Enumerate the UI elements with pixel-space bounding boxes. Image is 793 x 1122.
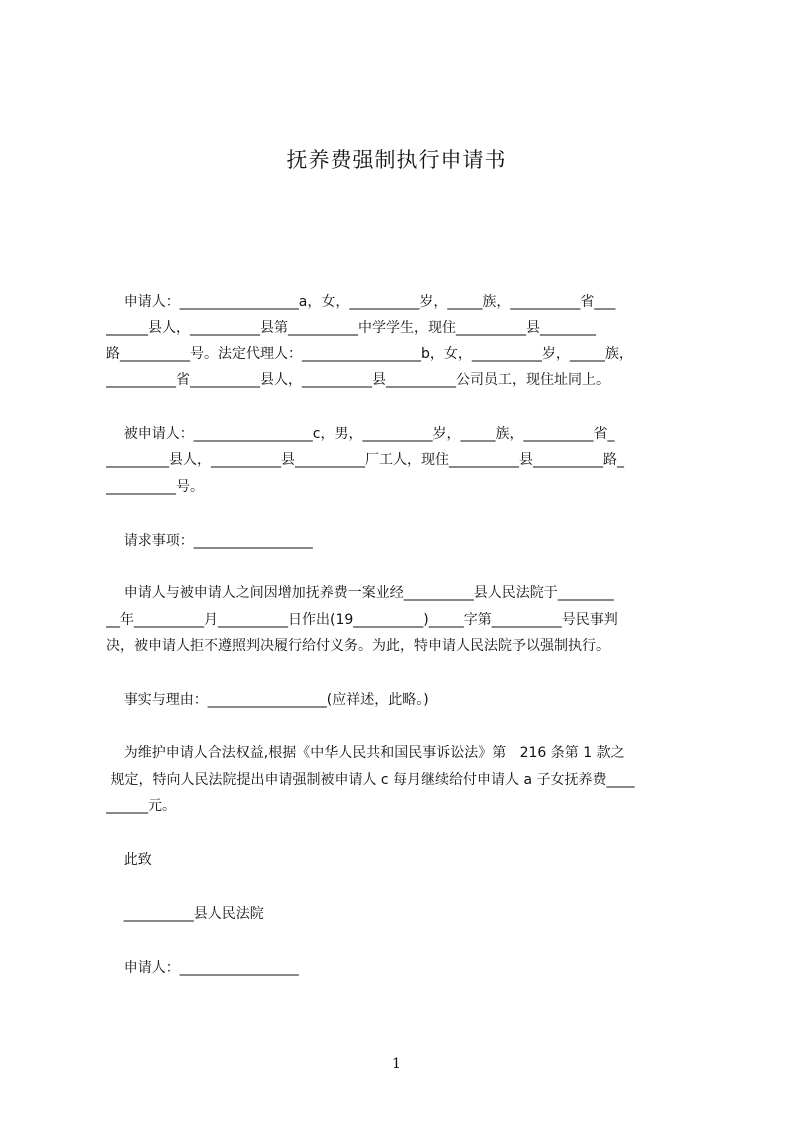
- applicant-line-2: ______县人，__________县第__________中学学生，现住__________县________: [106, 320, 596, 336]
- legal-line-1: 为维护申请人合法权益,根据《中华人民共和国民事诉讼法》第 216 条第 1 款之: [106, 745, 625, 761]
- request-items: 请求事项：_________________: [106, 533, 313, 549]
- case-line-2: __年__________月__________日作出(19__________)_____字第__________号民事判: [106, 612, 618, 628]
- legal-line-3: ______元。: [106, 798, 176, 814]
- document-title: 抚养费强制执行申请书: [286, 148, 507, 172]
- signature-line: 申请人：_________________: [106, 960, 299, 976]
- applicant-line-3: 路__________号。法定代理人：_________________b，女，__________岁，_____族，: [106, 346, 633, 362]
- respondent-line-2: _________县人，__________县__________厂工人，现住__________县__________路_: [106, 452, 624, 468]
- salutation: 此致: [106, 852, 152, 868]
- case-line-3: 决，被申请人拒不遵照判决履行给付义务。为此，特申请人民法院予以强制执行。: [106, 638, 610, 654]
- applicant-line-1: 申请人：_________________a，女，__________岁，_____族，__________省___: [106, 294, 616, 310]
- page-number: 1: [392, 1056, 401, 1072]
- case-line-1: 申请人与被申请人之间因增加抚养费一案业经__________县人民法院于________: [106, 585, 614, 601]
- respondent-line-3: __________号。: [106, 479, 204, 495]
- legal-line-2: 规定，特向人民法院提出申请强制被申请人 c 每月继续给付申请人 a 子女抚养费____: [106, 772, 635, 788]
- court-line: __________县人民法院: [106, 906, 264, 922]
- applicant-line-4: __________省__________县人，__________县__________公司员工，现住址同上。: [106, 372, 610, 388]
- respondent-line-1: 被申请人：_________________c，男，__________岁，_____族，__________省_: [106, 426, 615, 442]
- facts-and-reasons: 事实与理由：_________________(应祥述，此略。): [106, 692, 429, 708]
